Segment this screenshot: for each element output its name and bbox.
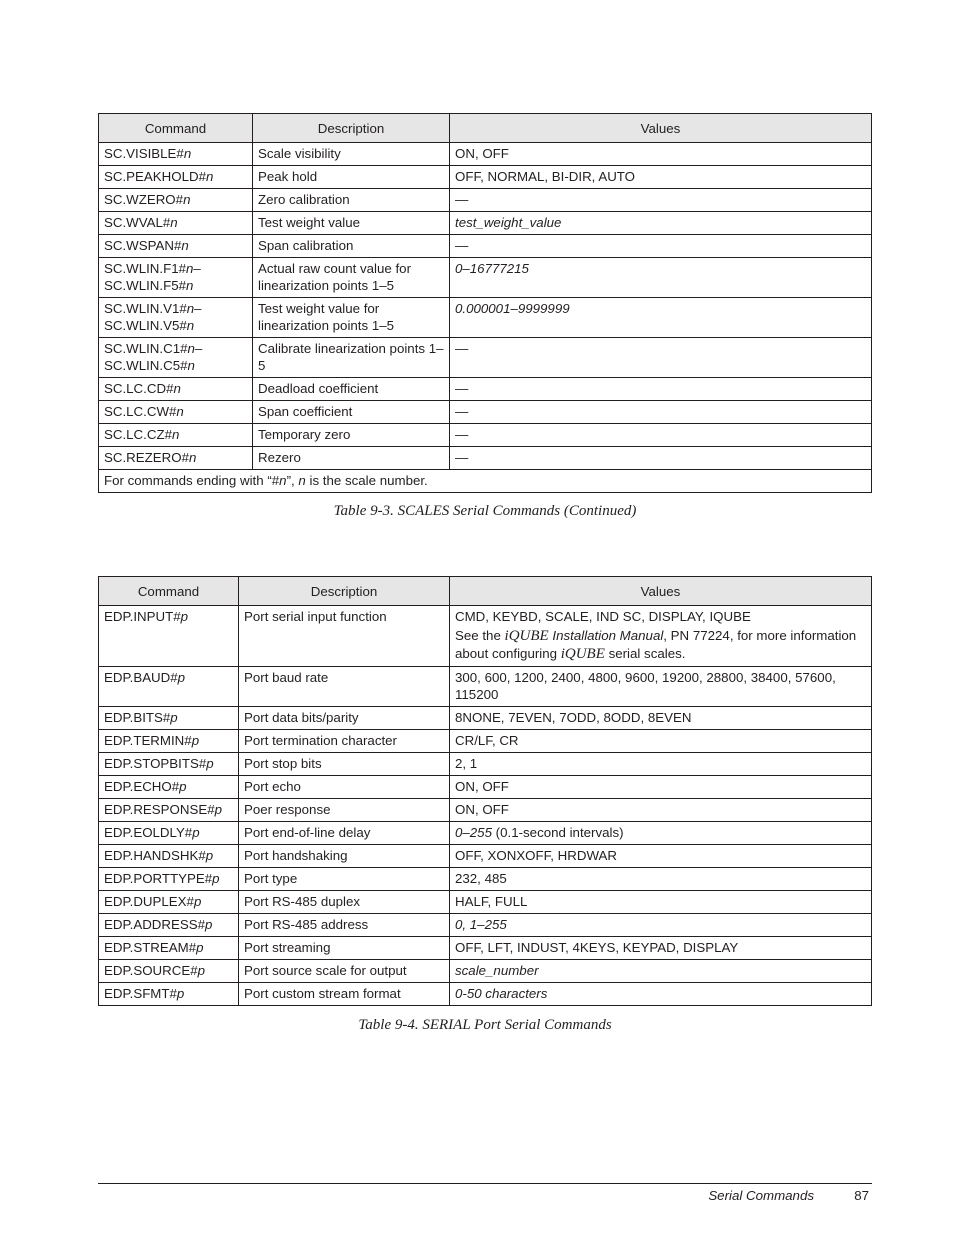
command-param: p (192, 825, 200, 840)
values-cell (450, 753, 872, 776)
command-param: p (196, 940, 204, 955)
values-cell (450, 401, 872, 424)
values-text: 0, 1–255 (455, 917, 507, 932)
values-cell (450, 983, 872, 1006)
values-text: — (455, 192, 469, 207)
values-text: test_weight_value (455, 215, 562, 230)
values-cell (450, 891, 872, 914)
column-header-values: Values (450, 114, 872, 143)
values-text: — (455, 450, 469, 465)
command-cell (99, 189, 253, 212)
command-param: p (180, 609, 189, 624)
values-text-italic: 0–255 (455, 825, 492, 840)
command-text: SC.LC.CW# (104, 404, 177, 419)
values-text: OFF, XONXOFF, HRDWAR (455, 848, 618, 863)
values-cell (450, 868, 872, 891)
command-text: SC.WVAL# (104, 215, 171, 230)
command-cell (99, 868, 239, 891)
table-row (99, 707, 872, 730)
command-cell (99, 258, 253, 298)
table-caption: Table 9-4. SERIAL Port Serial Commands (358, 1017, 612, 1033)
values-text: — (455, 238, 469, 253)
command-text: SC.VISIBLE# (104, 146, 184, 161)
command-text: EDP.SFMT# (104, 986, 177, 1001)
values-text: ON, OFF (455, 146, 509, 161)
command-cell (99, 937, 239, 960)
command-cell (99, 447, 253, 470)
values-text: See the (455, 628, 505, 643)
table-row (99, 730, 872, 753)
table-note-row (99, 470, 872, 493)
table-row (99, 960, 872, 983)
description-cell: Port handshaking (239, 845, 450, 868)
command-cell (99, 235, 253, 258)
command-cell (99, 667, 239, 707)
values-text: ON, OFF (455, 802, 509, 817)
command-param: p (197, 963, 206, 978)
range-dash: – (194, 301, 202, 316)
command-text: SC.WLIN.F1# (104, 261, 187, 276)
command-param: p (206, 756, 214, 771)
table-row (99, 298, 872, 338)
description-cell: Test weight value (253, 212, 450, 235)
values-text: , PN 77224, for more information (663, 628, 857, 643)
command-text: SC.WLIN.C1# (104, 341, 188, 356)
command-param: n (205, 169, 214, 184)
description-cell: Port RS-485 address (239, 914, 450, 937)
command-param: p (214, 802, 223, 817)
values-cell (450, 799, 872, 822)
table-header-row (99, 577, 872, 606)
command-param: p (205, 917, 213, 932)
command-param: p (193, 894, 202, 909)
command-text: SC.WLIN.F5# (104, 278, 187, 293)
description-cell: Deadload coefficient (253, 378, 450, 401)
command-text: SC.WLIN.V1# (104, 301, 187, 316)
table-row (99, 776, 872, 799)
brand-name: iQUBE (560, 646, 605, 662)
values-text: ON, OFF (455, 779, 509, 794)
command-cell (99, 298, 253, 338)
command-cell (99, 983, 239, 1006)
description-cell: Peak hold (253, 166, 450, 189)
command-text: EDP.BITS# (104, 710, 171, 725)
command-param: n (186, 301, 195, 316)
description-cell: Span coefficient (253, 401, 450, 424)
values-text: OFF, NORMAL, BI-DIR, AUTO (455, 169, 636, 184)
description-cell: Poer response (239, 799, 450, 822)
values-text: (0.1-second intervals) (491, 825, 624, 840)
values-text: CR/LF, CR (455, 733, 519, 748)
table-row (99, 212, 872, 235)
note-text: is the scale number. (305, 473, 428, 488)
description-cell: Port type (239, 868, 450, 891)
command-param: n (183, 192, 191, 207)
command-text: EDP.EOLDLY# (104, 825, 193, 840)
command-text: EDP.PORTTYPE# (104, 871, 213, 886)
column-header-values: Values (450, 577, 872, 606)
values-text: 0–16777215 (455, 261, 529, 276)
command-param: n (186, 278, 194, 293)
table-row (99, 891, 872, 914)
values-text: scale_number (455, 963, 539, 978)
command-cell (99, 606, 239, 667)
values-cell (450, 143, 872, 166)
table-note (99, 470, 872, 493)
values-note (455, 627, 866, 645)
command-cell (99, 914, 239, 937)
values-cell (450, 845, 872, 868)
values-text: 232, 485 (455, 871, 507, 886)
description-cell: Test weight value for linearization points 1–5 (253, 298, 450, 338)
values-text: 0.000001–9999999 (455, 301, 570, 316)
description-cell: Port stop bits (239, 753, 450, 776)
command-cell (99, 960, 239, 983)
description-cell: Port source scale for output (239, 960, 450, 983)
values-cell (450, 212, 872, 235)
values-text: 300, 600, 1200, 2400, 4800, 9600, 19200, 28800, 38400, 57600, 115200 (455, 670, 836, 702)
manual-title: Installation Manual (548, 628, 664, 643)
table-row (99, 143, 872, 166)
table-row (99, 845, 872, 868)
values-text: — (455, 404, 469, 419)
command-text: EDP.ADDRESS# (104, 917, 205, 932)
table-row (99, 868, 872, 891)
command-param: n (186, 318, 195, 333)
values-cell (450, 937, 872, 960)
description-cell: Calibrate linearization points 1–5 (253, 338, 450, 378)
command-text: SC.REZERO# (104, 450, 189, 465)
command-text: EDP.TERMIN# (104, 733, 192, 748)
values-text: 2, 1 (455, 756, 478, 771)
command-param: n (170, 215, 178, 230)
values-text: — (455, 381, 469, 396)
command-cell (99, 338, 253, 378)
values-cell (450, 424, 872, 447)
description-cell: Port data bits/parity (239, 707, 450, 730)
table-row (99, 822, 872, 845)
command-text: EDP.STREAM# (104, 940, 197, 955)
values-text: 8NONE, 7EVEN, 7ODD, 8ODD, 8EVEN (455, 710, 692, 725)
description-cell: Rezero (253, 447, 450, 470)
table-row (99, 235, 872, 258)
table-row (99, 424, 872, 447)
command-text: EDP.INPUT# (104, 609, 181, 624)
description-cell: Port serial input function (239, 606, 450, 667)
command-cell (99, 822, 239, 845)
values-text: CMD, KEYBD, SCALE, IND SC, DISPLAY, IQUBE (455, 609, 751, 624)
table-row (99, 914, 872, 937)
column-header-command: Command (99, 577, 239, 606)
description-cell: Port RS-485 duplex (239, 891, 450, 914)
note-text-italic: n (279, 473, 287, 488)
values-text: OFF, LFT, INDUST, 4KEYS, KEYPAD, DISPLAY (455, 940, 739, 955)
values-cell (450, 667, 872, 707)
command-param: n (176, 404, 184, 419)
command-param: n (171, 427, 180, 442)
range-dash: – (193, 261, 201, 276)
command-cell (99, 707, 239, 730)
table-row (99, 983, 872, 1006)
command-param: n (187, 341, 195, 356)
command-text: SC.WSPAN# (104, 238, 182, 253)
range-dash: – (194, 341, 203, 356)
command-text: SC.WLIN.C5# (104, 358, 188, 373)
description-cell: Actual raw count value for linearization points 1–5 (253, 258, 450, 298)
values-cell (450, 914, 872, 937)
values-cell (450, 189, 872, 212)
description-cell: Span calibration (253, 235, 450, 258)
command-text: EDP.HANDSHK# (104, 848, 206, 863)
description-cell: Port streaming (239, 937, 450, 960)
values-cell (450, 235, 872, 258)
table-row (99, 667, 872, 707)
command-text: EDP.BAUD# (104, 670, 178, 685)
values-cell (450, 338, 872, 378)
column-header-description: Description (239, 577, 450, 606)
command-text: SC.WZERO# (104, 192, 184, 207)
command-cell (99, 753, 239, 776)
command-text: EDP.RESPONSE# (104, 802, 215, 817)
command-param: n (188, 450, 197, 465)
command-param: n (181, 238, 189, 253)
table-row (99, 799, 872, 822)
note-text: For commands ending with “# (104, 473, 280, 488)
table-row (99, 753, 872, 776)
values-note (455, 645, 866, 663)
command-cell (99, 166, 253, 189)
values-text: serial scales. (604, 646, 686, 661)
values-cell (450, 730, 872, 753)
table-row (99, 937, 872, 960)
command-cell (99, 401, 253, 424)
values-cell (450, 822, 872, 845)
values-cell (450, 378, 872, 401)
description-cell: Port termination character (239, 730, 450, 753)
column-header-command: Command (99, 114, 253, 143)
command-cell (99, 891, 239, 914)
brand-name: iQUBE (504, 628, 549, 644)
command-param: p (205, 848, 214, 863)
values-text: 0-50 characters (455, 986, 548, 1001)
command-param: n (173, 381, 181, 396)
table-row (99, 166, 872, 189)
values-cell (450, 776, 872, 799)
values-cell (450, 960, 872, 983)
table-row (99, 606, 872, 667)
footer-section-title: Serial Commands (708, 1188, 814, 1203)
command-param: p (212, 871, 220, 886)
command-param: p (176, 986, 185, 1001)
values-text: — (455, 427, 469, 442)
table-header-row (99, 114, 872, 143)
scales-commands-table (98, 113, 872, 493)
column-header-description: Description (253, 114, 450, 143)
values-text: — (455, 341, 469, 356)
note-text-italic: n (298, 473, 306, 488)
command-param: p (177, 670, 186, 685)
table-row (99, 338, 872, 378)
description-cell: Scale visibility (253, 143, 450, 166)
command-param: p (179, 779, 187, 794)
command-text: EDP.DUPLEX# (104, 894, 194, 909)
command-param: p (170, 710, 178, 725)
values-cell (450, 707, 872, 730)
command-text: SC.LC.CD# (104, 381, 174, 396)
footer-divider (98, 1183, 872, 1184)
command-text: SC.WLIN.V5# (104, 318, 187, 333)
values-cell (450, 166, 872, 189)
command-param: p (191, 733, 200, 748)
values-cell (450, 447, 872, 470)
serial-port-commands-table (98, 576, 872, 1006)
command-cell (99, 799, 239, 822)
description-cell: Zero calibration (253, 189, 450, 212)
command-cell (99, 845, 239, 868)
values-cell (450, 606, 872, 667)
command-text: SC.PEAKHOLD# (104, 169, 206, 184)
table-row (99, 447, 872, 470)
command-cell (99, 730, 239, 753)
command-text: EDP.ECHO# (104, 779, 180, 794)
command-text: EDP.STOPBITS# (104, 756, 207, 771)
command-cell (99, 424, 253, 447)
values-text: HALF, FULL (455, 894, 528, 909)
description-cell: Temporary zero (253, 424, 450, 447)
table-row (99, 401, 872, 424)
command-text: SC.LC.CZ# (104, 427, 172, 442)
command-cell (99, 776, 239, 799)
command-cell (99, 143, 253, 166)
values-cell (450, 258, 872, 298)
description-cell: Port baud rate (239, 667, 450, 707)
note-text: ”, (286, 473, 299, 488)
command-param: n (183, 146, 192, 161)
description-cell: Port echo (239, 776, 450, 799)
table-row (99, 189, 872, 212)
page-number: 87 (854, 1188, 869, 1203)
command-cell (99, 378, 253, 401)
table-caption: Table 9-3. SCALES Serial Commands (Continued) (333, 503, 637, 519)
command-param: n (186, 261, 194, 276)
command-text: EDP.SOURCE# (104, 963, 198, 978)
description-cell: Port custom stream format (239, 983, 450, 1006)
table-row (99, 378, 872, 401)
command-cell (99, 212, 253, 235)
description-cell: Port end-of-line delay (239, 822, 450, 845)
command-param: n (187, 358, 195, 373)
table-row (99, 258, 872, 298)
values-cell (450, 298, 872, 338)
values-text: about configuring (455, 646, 561, 661)
